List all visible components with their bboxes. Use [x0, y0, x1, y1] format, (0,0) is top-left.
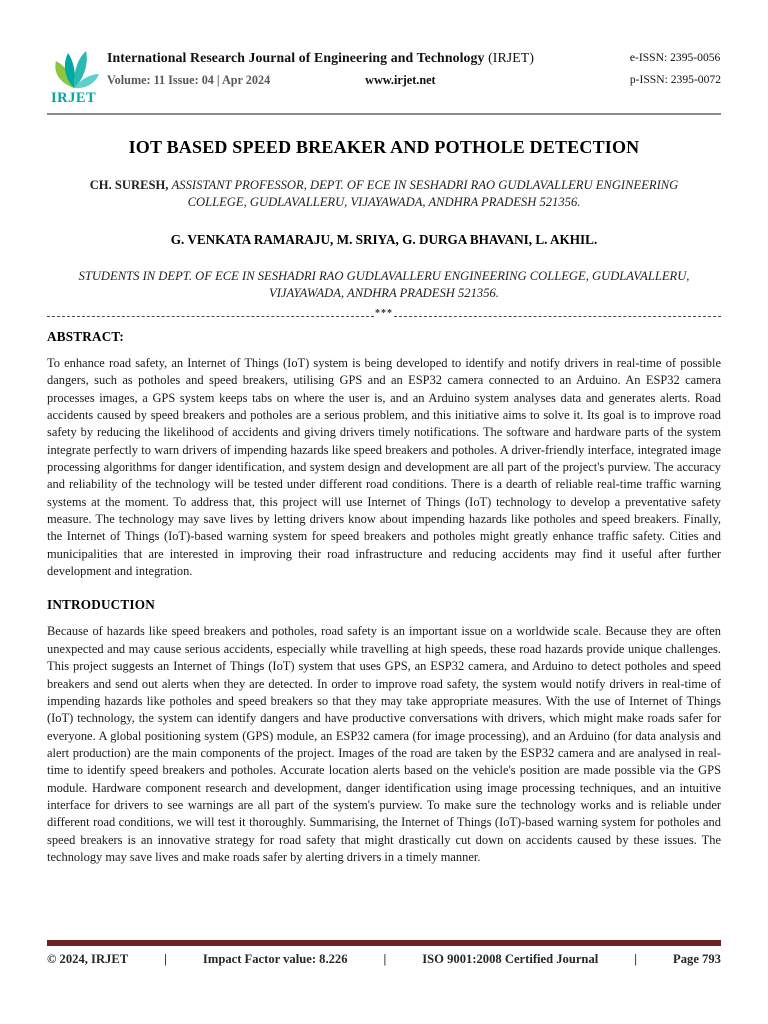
journal-header [47, 0, 721, 115]
abstract-body: To enhance road safety, an Internet of Things (IoT) system is being developed to identify and notify drivers in real-time of possible dangers, such as potholes and speed breakers, utilising GPS and an ESP32 camera connected to an Arduino. An ESP32 camera processes images, a GPS system keeps tabs on where the user is, and an Arduino system analyses data and generates alerts. Road accidents caused by speed breakers and potholes are a serious problem, and this initiative aims to solve it. Its goal is to improve road safety by reducing the likelihood of accidents and giving drivers timely notifications. The software and hardware parts of the system integrate perfectly to warn drivers of impending hazards like speed breakers and potholes. A driver-friendly interface, integrated image processing algorithms for danger identification, and system design and development are all part of the project's purview. The accuracy and reliability of the technology will be tested under different road conditions. There is a dearth of reliable real-time traffic warning systems at the moment. To address that, this project will use Internet of Things (IoT) technology to develop a preventative safety measure. The technology may save lives by letting drivers know about impending hazards like potholes and speed breakers. Finally, the Internet of Things (IoT)-based warning system for speed breakers and potholes might greatly enhance traffic safety. Cities and municipalities that are interested in improving their road infrastructure and reducing accidents may find it useful after further development and integration. [47, 356, 721, 579]
volume-issue-label: Volume: 11 Issue: 04 | Apr 2024 [107, 73, 271, 87]
footer-divider-1: | [164, 952, 167, 966]
student-author-names: G. VENKATA RAMARAJU, M. SRIYA, G. DURGA BHAVANI, L. AKHIL. [170, 232, 598, 247]
author-primary-affiliation: ASSISTANT PROFESSOR, DEPT. OF ECE IN SESHADRI RAO GUDLAVALLERU ENGINEERING COLLEGE, GUDLAVALLERU, VIJAYAWADA, ANDHRA PRADESH 521356. [171, 178, 679, 209]
separator-dash-right [394, 316, 721, 317]
journal-website-link[interactable]: www.irjet.net [365, 73, 436, 87]
student-authors-affiliation: STUDENTS IN DEPT. OF ECE IN SESHADRI RAO GUDLAVALLERU ENGINEERING COLLEGE, GUDLAVALLERU, VIJAYAWADA, ANDHRA PRADESH 521356. [78, 269, 690, 300]
footer-divider-3: | [634, 952, 638, 966]
author-primary-name: CH. SURESH, [89, 178, 169, 192]
footer-copyright: © 2024, IRJET [47, 952, 129, 966]
footer-certified-label: ISO 9001:2008 Certified Journal [422, 952, 599, 966]
footer-double-rule [47, 940, 721, 946]
abstract-heading: ABSTRACT: [47, 329, 125, 344]
irjet-logo [47, 48, 103, 111]
author-primary-line [47, 177, 721, 211]
p-issn-label: p-ISSN: 2395-0072 [629, 73, 721, 86]
header-row2 [107, 73, 630, 88]
footer-text-row [47, 952, 721, 967]
journal-title [107, 46, 630, 66]
paper-title: IOT BASED SPEED BREAKER AND POTHOLE DETECTION [128, 137, 640, 157]
separator-dash-left [47, 316, 374, 317]
separator-stars: *** [375, 308, 393, 319]
page-footer [47, 940, 721, 967]
irjet-leaf-logo-icon [47, 48, 101, 106]
e-issn-label: e-ISSN: 2395-0056 [629, 51, 721, 64]
footer-page-number: Page 793 [673, 952, 721, 966]
footer-divider-2: | [383, 952, 387, 966]
introduction-body: Because of hazards like speed breakers and potholes, road safety is an important issue on a worldwide scale. Because they are often unexpected and may cause serious accidents, especially while travelling at high speeds, these road hazards provide unique challenges. This project suggests an Internet of Things (IoT) system that uses GPS, an ESP32 camera, and Arduino to detect potholes and speed breakers and send out alerts when they are detected. In order to improve road safety, the system would notify drivers in real-time of impending hazards like potholes and speed breakers so that they may take appropriate measures. With the use of Internet of Things (IoT) technology, the system can identify dangers and have productive conversations with drivers, which might make roads safer for everyone. A global positioning system (GPS) module, an ESP32 camera (for image processing), and an Arduino (for data analysis and alert production) are the main components of the project. Images of the road are taken by the ESP32 camera and are analysed in real-time to identify speed breakers and potholes. Accurate location alerts based on the vehicle's position are made possible via the GPS module. Hardware component research and development, danger identification using image processing techniques, and an intuitive interface for drivers to see warnings are all part of the system's purview. To make sure the technology works and is reliable under different road conditions, we will test it thoroughly. Summarising, the Internet of Things (IoT)-based warning system for potholes and speed breakers is an innovative strategy for road safety that might drastically cut down on accidents caused by these issues. The technology may save lives and make roads safer by alerting drivers in a timely manner. [47, 624, 721, 864]
introduction-heading: INTRODUCTION [47, 597, 155, 613]
journal-title-text: International Research Journal of Engineering and Technology [107, 50, 485, 65]
star-separator [47, 308, 721, 322]
journal-abbr: (IRJET) [488, 50, 535, 65]
issn-column [630, 46, 721, 86]
header-middle [103, 46, 630, 88]
svg-text:IRJET: IRJET [51, 90, 97, 106]
footer-impact-factor: Impact Factor value: 8.226 [202, 952, 348, 966]
